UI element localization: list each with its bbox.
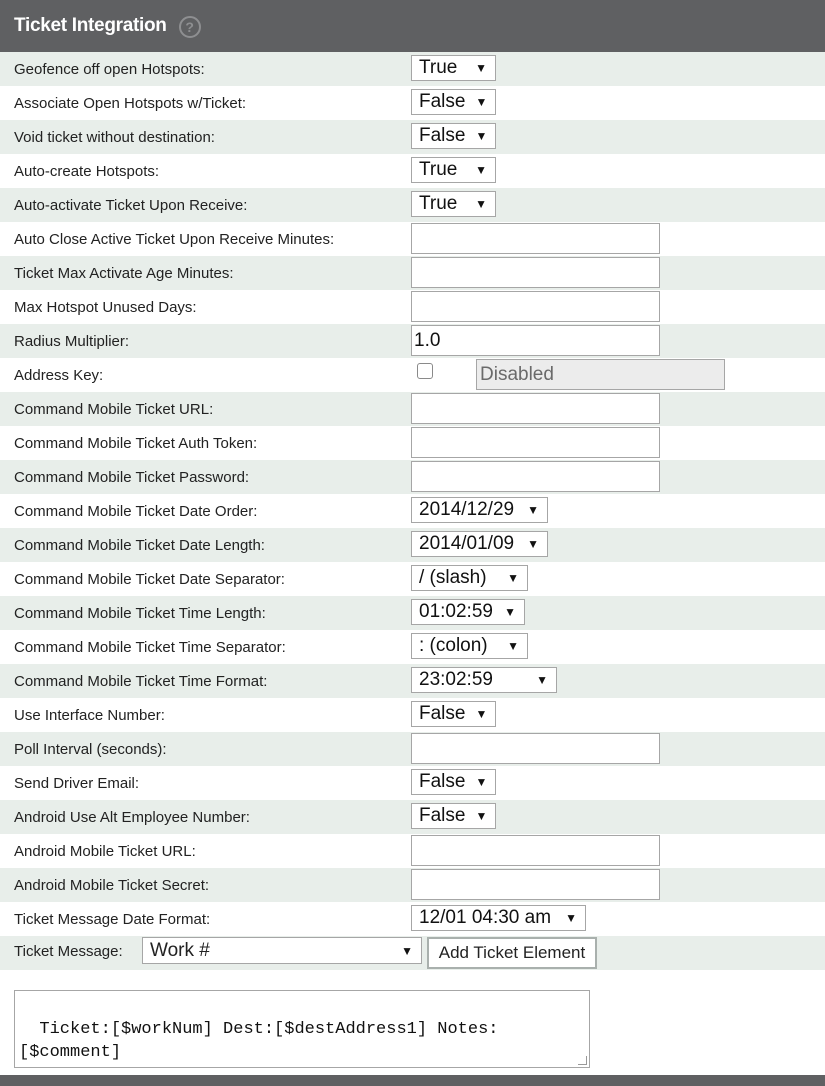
chevron-down-icon: ▼ bbox=[475, 163, 487, 177]
auto-create-hotspots-label: Auto-create Hotspots: bbox=[14, 162, 160, 180]
row-command-mobile-ticket-time-separator bbox=[0, 630, 825, 664]
android-use-alt-employee-number-label: Android Use Alt Employee Number: bbox=[14, 808, 250, 826]
chevron-down-icon: ▼ bbox=[475, 809, 488, 823]
chevron-down-icon: ▼ bbox=[507, 639, 519, 653]
command-mobile-ticket-date-order-value: 2014/12/29 bbox=[419, 499, 515, 520]
row-geofence-off-open-hotspots bbox=[0, 52, 825, 86]
section-title: Ticket Integration bbox=[14, 15, 167, 36]
row-radius-multiplier bbox=[0, 324, 825, 358]
address-key-label: Address Key: bbox=[14, 366, 104, 384]
command-mobile-ticket-date-order-label: Command Mobile Ticket Date Order: bbox=[14, 502, 258, 520]
ticket-element-select[interactable] bbox=[142, 937, 422, 964]
section-header bbox=[0, 0, 825, 52]
row-address-key bbox=[0, 358, 825, 392]
command-mobile-ticket-time-separator-value: : (colon) bbox=[419, 635, 488, 656]
auto-activate-ticket-upon-receive-label: Auto-activate Ticket Upon Receive: bbox=[14, 196, 248, 214]
radius-multiplier-input[interactable]: 1.0 bbox=[411, 325, 660, 356]
android-use-alt-employee-number-value: False bbox=[419, 805, 466, 826]
command-mobile-ticket-time-length-value: 01:02:59 bbox=[419, 601, 493, 622]
ticket-max-activate-age-minutes-label: Ticket Max Activate Age Minutes: bbox=[14, 264, 234, 282]
command-mobile-ticket-password-label: Command Mobile Ticket Password: bbox=[14, 468, 250, 486]
auto-create-hotspots-select[interactable] bbox=[411, 157, 496, 183]
chevron-down-icon: ▼ bbox=[475, 129, 488, 143]
row-command-mobile-ticket-password bbox=[0, 460, 825, 494]
row-command-mobile-ticket-time-length bbox=[0, 596, 825, 630]
command-mobile-ticket-time-format-label: Command Mobile Ticket Time Format: bbox=[14, 672, 268, 690]
ticket-message-date-format-value: 12/01 04:30 am bbox=[419, 907, 552, 928]
command-mobile-ticket-time-format-select[interactable] bbox=[411, 667, 557, 693]
row-command-mobile-ticket-time-format bbox=[0, 664, 825, 698]
send-driver-email-label: Send Driver Email: bbox=[14, 774, 140, 792]
android-mobile-ticket-url-input[interactable] bbox=[411, 835, 660, 866]
auto-close-active-ticket-upon-receive-minutes-input[interactable] bbox=[411, 223, 660, 254]
max-hotspot-unused-days-label: Max Hotspot Unused Days: bbox=[14, 298, 197, 316]
ticket-message-row bbox=[0, 936, 825, 970]
send-driver-email-select[interactable] bbox=[411, 769, 496, 795]
row-void-ticket-without-destination bbox=[0, 120, 825, 154]
void-ticket-without-destination-select[interactable] bbox=[411, 123, 496, 149]
ticket-message-text: Ticket:[$workNum] Dest:[$destAddress1] Notes: [$comment] bbox=[19, 1020, 499, 1062]
command-mobile-ticket-auth-token-label: Command Mobile Ticket Auth Token: bbox=[14, 434, 258, 452]
android-mobile-ticket-url-label: Android Mobile Ticket URL: bbox=[14, 842, 196, 860]
max-hotspot-unused-days-input[interactable] bbox=[411, 291, 660, 322]
row-android-use-alt-employee-number bbox=[0, 800, 825, 834]
auto-close-active-ticket-upon-receive-minutes-label: Auto Close Active Ticket Upon Receive Minutes: bbox=[14, 230, 335, 248]
chevron-down-icon: ▼ bbox=[527, 503, 539, 517]
android-mobile-ticket-secret-label: Android Mobile Ticket Secret: bbox=[14, 876, 210, 894]
resize-grip-icon[interactable] bbox=[578, 1056, 587, 1065]
command-mobile-ticket-date-length-select[interactable] bbox=[411, 531, 548, 557]
ticket-message-textarea[interactable] bbox=[14, 990, 590, 1068]
chevron-down-icon: ▼ bbox=[507, 571, 519, 585]
associate-open-hotspots-w-ticket-select[interactable] bbox=[411, 89, 496, 115]
row-command-mobile-ticket-auth-token bbox=[0, 426, 825, 460]
address-key-disabled-input: Disabled bbox=[476, 359, 725, 390]
chevron-down-icon: ▼ bbox=[475, 61, 487, 75]
row-command-mobile-ticket-date-separator bbox=[0, 562, 825, 596]
command-mobile-ticket-date-order-select[interactable] bbox=[411, 497, 548, 523]
row-android-mobile-ticket-secret bbox=[0, 868, 825, 902]
auto-activate-ticket-upon-receive-value: True bbox=[419, 193, 458, 214]
row-android-mobile-ticket-url bbox=[0, 834, 825, 868]
command-mobile-ticket-date-length-value: 2014/01/09 bbox=[419, 533, 515, 554]
ticket-max-activate-age-minutes-input[interactable] bbox=[411, 257, 660, 288]
geofence-off-open-hotspots-select[interactable] bbox=[411, 55, 496, 81]
ticket-message-date-format-label: Ticket Message Date Format: bbox=[14, 910, 211, 928]
chevron-down-icon: ▼ bbox=[475, 775, 488, 789]
command-mobile-ticket-url-input[interactable] bbox=[411, 393, 660, 424]
row-send-driver-email bbox=[0, 766, 825, 800]
chevron-down-icon: ▼ bbox=[475, 197, 487, 211]
footer-bar bbox=[0, 1075, 825, 1086]
void-ticket-without-destination-value: False bbox=[419, 125, 466, 146]
row-use-interface-number bbox=[0, 698, 825, 732]
geofence-off-open-hotspots-label: Geofence off open Hotspots: bbox=[14, 60, 205, 78]
row-auto-activate-ticket-upon-receive bbox=[0, 188, 825, 222]
command-mobile-ticket-password-input[interactable] bbox=[411, 461, 660, 492]
command-mobile-ticket-date-separator-value: / (slash) bbox=[419, 567, 487, 588]
row-auto-close-active-ticket-upon-receive-minutes bbox=[0, 222, 825, 256]
chevron-down-icon: ▼ bbox=[475, 95, 488, 109]
android-mobile-ticket-secret-input[interactable] bbox=[411, 869, 660, 900]
chevron-down-icon: ▼ bbox=[536, 673, 548, 687]
use-interface-number-select[interactable] bbox=[411, 701, 496, 727]
radius-multiplier-label: Radius Multiplier: bbox=[14, 332, 130, 350]
auto-create-hotspots-value: True bbox=[419, 159, 458, 180]
associate-open-hotspots-w-ticket-label: Associate Open Hotspots w/Ticket: bbox=[14, 94, 247, 112]
chevron-down-icon: ▼ bbox=[504, 605, 516, 619]
row-command-mobile-ticket-date-order bbox=[0, 494, 825, 528]
chevron-down-icon: ▼ bbox=[527, 537, 539, 551]
poll-interval-seconds-input[interactable] bbox=[411, 733, 660, 764]
row-poll-interval-seconds bbox=[0, 732, 825, 766]
chevron-down-icon: ▼ bbox=[565, 911, 577, 925]
settings-form bbox=[0, 52, 825, 936]
command-mobile-ticket-date-separator-label: Command Mobile Ticket Date Separator: bbox=[14, 570, 285, 588]
use-interface-number-value: False bbox=[419, 703, 466, 724]
row-max-hotspot-unused-days bbox=[0, 290, 825, 324]
row-associate-open-hotspots-w-ticket bbox=[0, 86, 825, 120]
command-mobile-ticket-time-length-select[interactable] bbox=[411, 599, 525, 625]
chevron-down-icon: ▼ bbox=[401, 943, 413, 958]
row-auto-create-hotspots bbox=[0, 154, 825, 188]
poll-interval-seconds-label: Poll Interval (seconds): bbox=[14, 740, 167, 758]
send-driver-email-value: False bbox=[419, 771, 466, 792]
command-mobile-ticket-date-length-label: Command Mobile Ticket Date Length: bbox=[14, 536, 265, 554]
use-interface-number-label: Use Interface Number: bbox=[14, 706, 165, 724]
command-mobile-ticket-time-separator-label: Command Mobile Ticket Time Separator: bbox=[14, 638, 286, 656]
row-ticket-message-date-format bbox=[0, 902, 825, 936]
associate-open-hotspots-w-ticket-value: False bbox=[419, 91, 466, 112]
address-key-checkbox[interactable] bbox=[417, 363, 433, 379]
ticket-message-date-format-select[interactable] bbox=[411, 905, 586, 931]
row-ticket-max-activate-age-minutes bbox=[0, 256, 825, 290]
command-mobile-ticket-url-label: Command Mobile Ticket URL: bbox=[14, 400, 214, 418]
add-ticket-element-button[interactable]: Add Ticket Element bbox=[427, 937, 597, 969]
command-mobile-ticket-auth-token-input[interactable] bbox=[411, 427, 660, 458]
ticket-message-label: Ticket Message: bbox=[14, 943, 123, 960]
row-command-mobile-ticket-url bbox=[0, 392, 825, 426]
command-mobile-ticket-time-separator-select[interactable] bbox=[411, 633, 528, 659]
command-mobile-ticket-time-length-label: Command Mobile Ticket Time Length: bbox=[14, 604, 266, 622]
void-ticket-without-destination-label: Void ticket without destination: bbox=[14, 128, 215, 146]
row-command-mobile-ticket-date-length bbox=[0, 528, 825, 562]
command-mobile-ticket-date-separator-select[interactable] bbox=[411, 565, 528, 591]
ticket-element-value: Work # bbox=[150, 939, 210, 961]
help-icon[interactable]: ? bbox=[179, 16, 201, 38]
chevron-down-icon: ▼ bbox=[475, 707, 488, 721]
geofence-off-open-hotspots-value: True bbox=[419, 57, 458, 78]
command-mobile-ticket-time-format-value: 23:02:59 bbox=[419, 669, 493, 690]
auto-activate-ticket-upon-receive-select[interactable] bbox=[411, 191, 496, 217]
android-use-alt-employee-number-select[interactable] bbox=[411, 803, 496, 829]
